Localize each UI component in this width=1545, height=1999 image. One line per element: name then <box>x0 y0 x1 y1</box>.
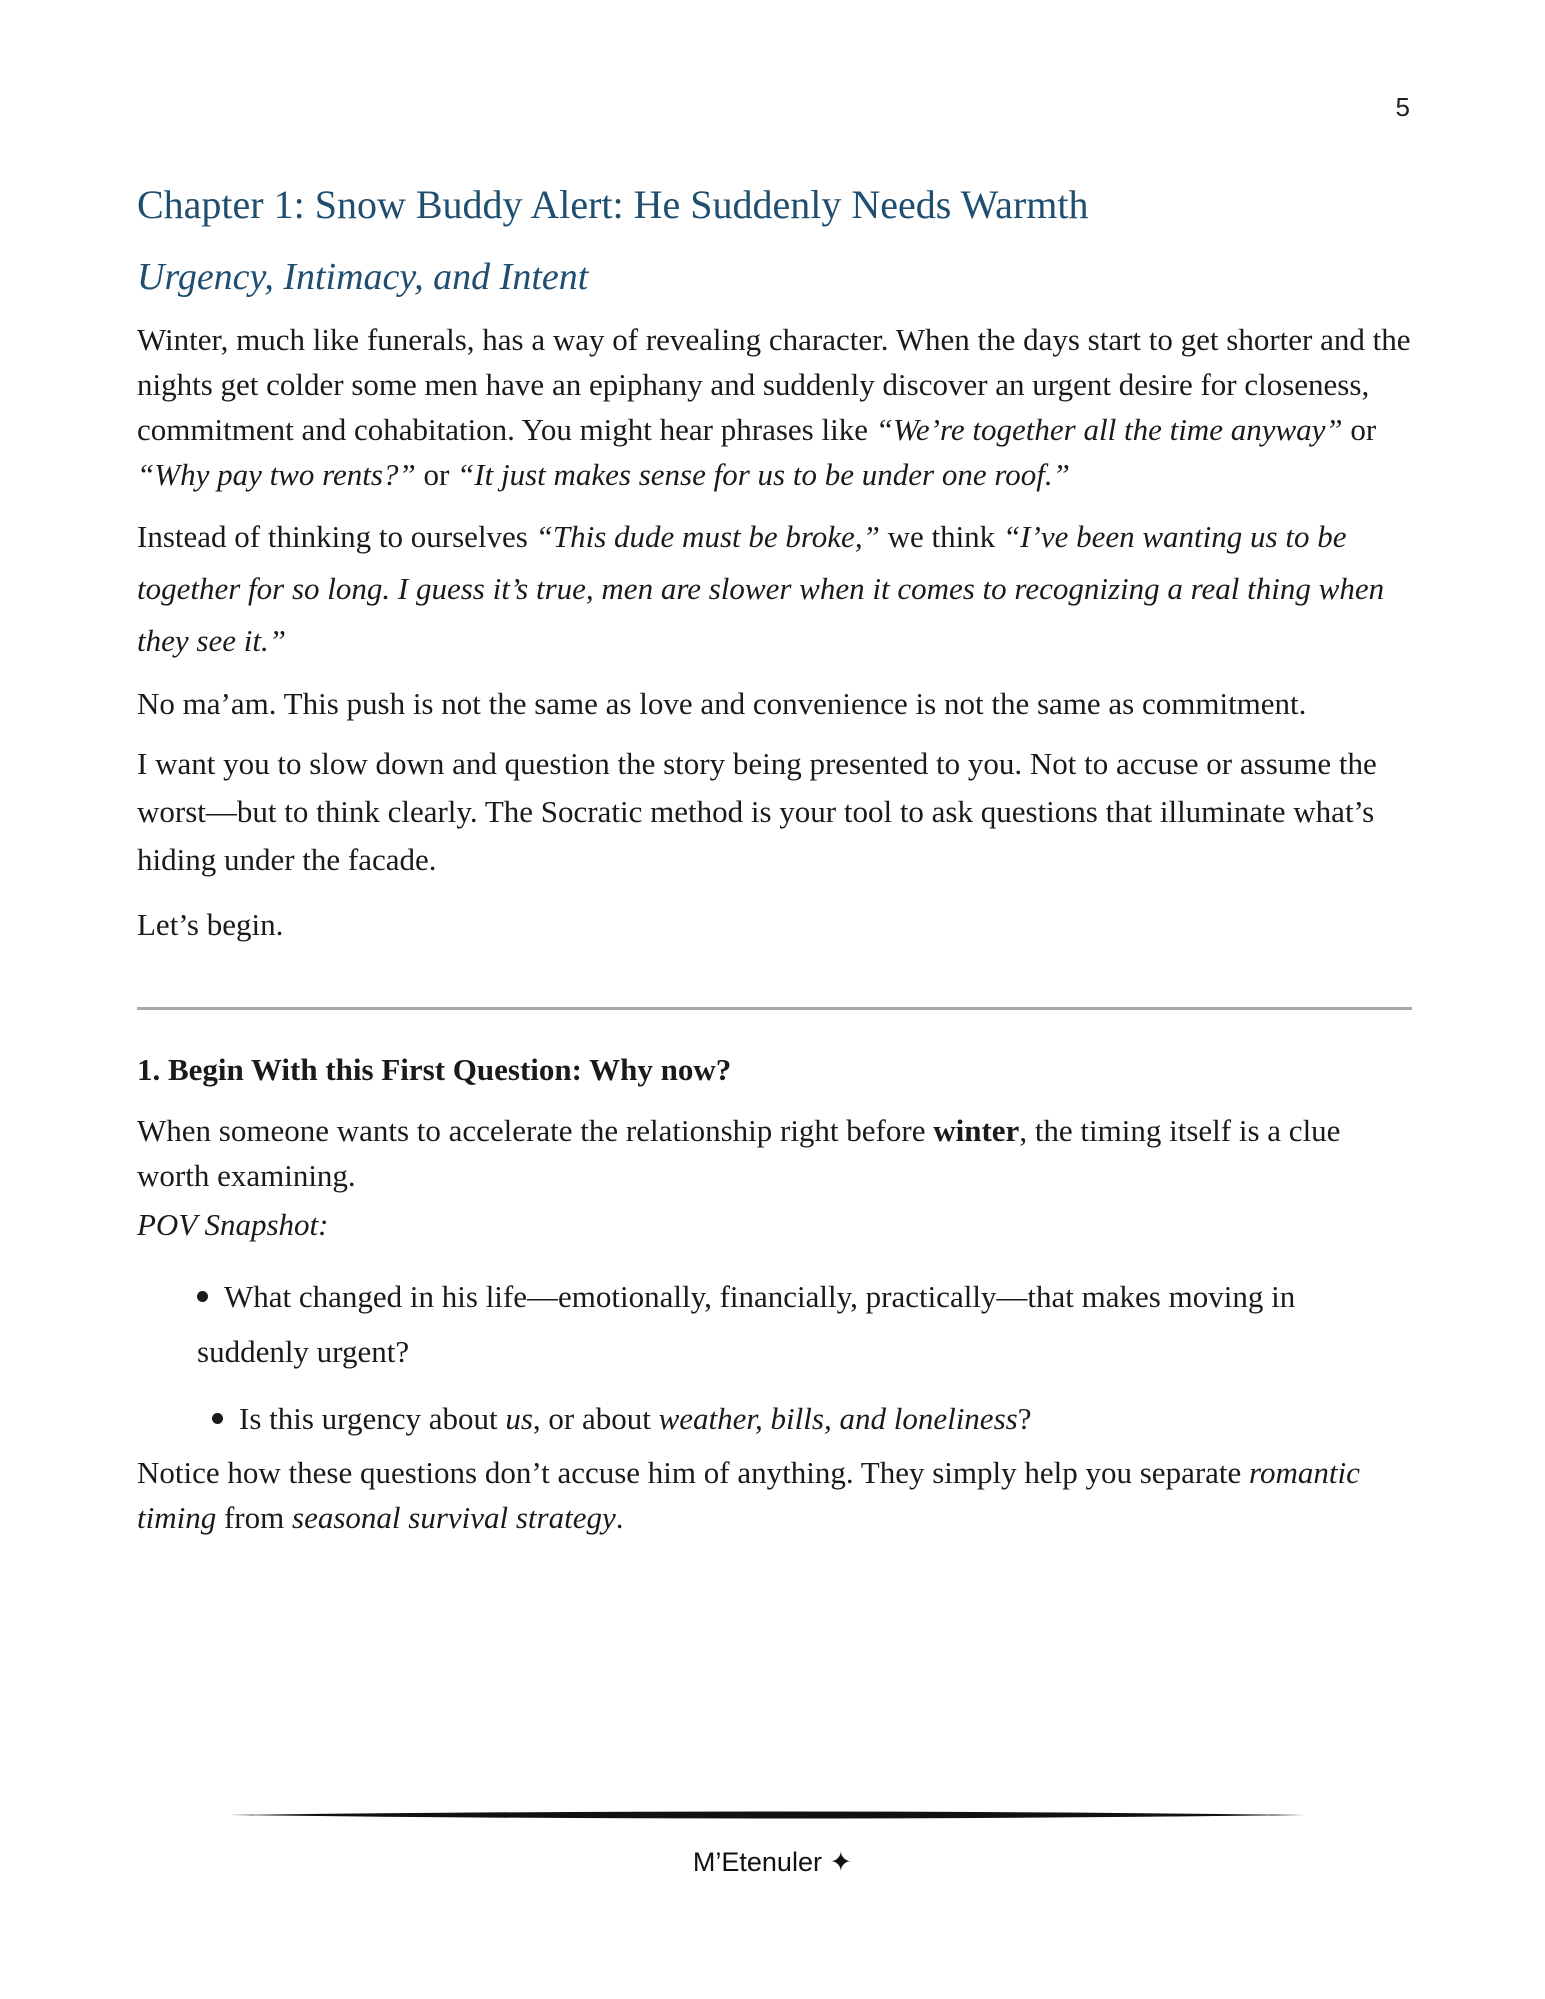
lets-begin-paragraph: Let’s begin. <box>137 907 284 942</box>
quote-together: “We’re together all the time anyway” <box>875 412 1343 447</box>
pov-snapshot-label: POV Snapshot: <box>137 1207 329 1242</box>
timing-paragraph: When someone wants to accelerate the relationship right before winter, the timing itself is a clue worth examining. <box>137 1113 1341 1193</box>
question-list <box>137 1269 1412 1446</box>
quote-two-rents: “Why pay two rents?” <box>137 457 416 492</box>
intro-paragraph: Winter, much like funerals, has a way of revealing character. When the days start to get shorter and the nights get colder some men have an epiphany and suddenly discover an urgent desire for closeness, commitment and cohabitation. You might hear phrases like “We’re together all the time anyway” or “Why pay two rents?” or “It just makes sense for us to be under one roof.” <box>137 322 1411 492</box>
quote-wanting: “I’ve been wanting us to be together for so long. I guess it’s true, men are slower when it comes to recognizing a real thing when they see it.” <box>137 519 1385 658</box>
page-content <box>137 175 1412 1540</box>
notice-paragraph: Notice how these questions don’t accuse him of anything. They simply help you separate romantic timing from seasonal survival strategy. <box>137 1455 1360 1535</box>
bullet-icon <box>212 1413 223 1424</box>
sparkle-icon: ✦ <box>829 1847 853 1877</box>
instead-paragraph: Instead of thinking to ourselves “This dude must be broke,” we think “I’ve been wanting us to be together for so long. I guess it’s true, men are slower when it comes to recognizing a real thing when they see it.” <box>137 519 1385 658</box>
section-heading: 1. Begin With this First Question: Why now? <box>137 1052 732 1087</box>
chapter-subtitle: Urgency, Intimacy, and Intent <box>137 256 589 298</box>
page-number: 5 <box>1395 92 1410 122</box>
chapter-title: Chapter 1: Snow Buddy Alert: He Suddenly Needs Warmth <box>137 182 1089 227</box>
no-maam-paragraph: No ma’am. This push is not the same as love and convenience is not the same as commitment. <box>137 686 1307 721</box>
intro-text: Winter, much like funerals, has a way of revealing character. When the days start to get shorter and the nights get colder some men have an epiphany and suddenly discover an urgent desire for closeness, commitment and cohabitation. You might hear phrases like <box>137 322 1411 447</box>
bold-winter: winter <box>933 1113 1020 1148</box>
list-item: Is this urgency about us, or about weather, bills, and loneliness? <box>137 1391 1412 1446</box>
list-item: What changed in his life—emotionally, financially, practically—that makes moving in suddenly urgent? <box>197 1279 1296 1369</box>
quote-broke: “This dude must be broke,” <box>535 519 880 554</box>
bullet-icon <box>197 1291 208 1302</box>
socratic-paragraph: I want you to slow down and question the story being presented to you. Not to accuse or assume the worst—but to think clearly. The Socratic method is your tool to ask questions that illuminate what’s hiding under the facade. <box>137 746 1377 877</box>
section-divider <box>137 1007 1412 1010</box>
footer-divider <box>230 1809 1305 1821</box>
author-name: M’Etenuler <box>692 1847 822 1877</box>
footer-signature <box>0 1847 1545 1878</box>
quote-one-roof: “It just makes sense for us to be under one roof.” <box>457 457 1070 492</box>
